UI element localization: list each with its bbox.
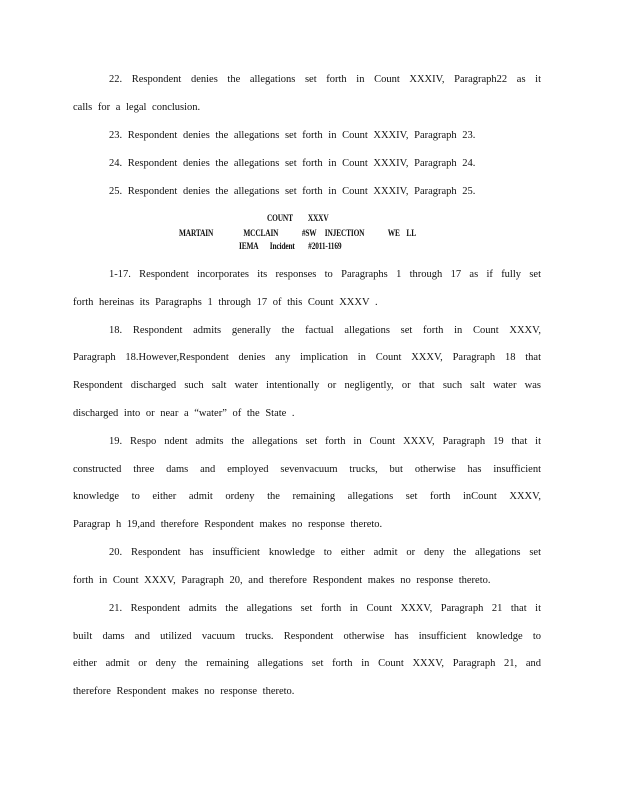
paragraph-19-line-3: knowledge to either admit ordeny the remaining allegations set forth inCount XXXV, [73,491,541,502]
paragraph-21-line-1: 21. Respondent admits the allegations set forth in Count XXXV, Paragraph 21 that it [109,603,541,614]
paragraph-23-line-1: 23. Respondent denies the allegations set forth in Count XXXIV, Paragraph 23. [109,130,476,141]
paragraph-22-line-1: 22. Respondent denies the allegations set forth in Count XXXIV, Paragraph22 as it [109,74,541,85]
paragraph-19-line-4: Paragrap h 19,and therefore Respondent makes no response thereto. [73,519,383,530]
paragraph-25-line-1: 25. Respondent denies the allegations set forth in Count XXXIV, Paragraph 25. [109,186,476,197]
paragraph-18-line-3: Respondent discharged such salt water intentionally or negligently, or that such salt water was [73,380,541,391]
paragraph-24-line-1: 24. Respondent denies the allegations set forth in Count XXXIV, Paragraph 24. [109,158,476,169]
paragraph-21-line-2: built dams and utilized vacuum trucks. Respondent otherwise has insufficient knowledge to [73,631,541,642]
count-heading: COUNT XXXV [267,213,329,223]
paragraph-21-line-4: therefore Respondent makes no response thereto. [73,686,295,697]
paragraph-1-17-line-1: 1-17. Respondent incorporates its responses to Paragraphs 1 through 17 as if fully set [109,269,541,280]
paragraph-20-line-1: 20. Respondent has insufficient knowledge to either admit or deny the allegations set [109,547,541,558]
paragraph-20-line-2: forth in Count XXXV, Paragraph 20, and therefore Respondent makes no response thereto. [73,575,491,586]
paragraph-19-line-1: 19. Respo ndent admits the allegations set forth in Count XXXV, Paragraph 19 that it [109,436,541,447]
paragraph-1-17-line-2: forth hereinas its Paragraphs 1 through 17 of this Count XXXV . [73,297,378,308]
paragraph-21-line-3: either admit or deny the remaining allegations set forth in Count XXXV, Paragraph 21, and [73,658,541,669]
paragraph-22-line-2: calls for a legal conclusion. [73,102,201,113]
incident-line: IEMA Incident #2011-1169 [239,241,342,251]
paragraph-18-line-1: 18. Respondent admits generally the factual allegations set forth in Count XXXV, [109,325,541,336]
paragraph-18-line-4: discharged into or near a “water” of the State . [73,408,295,419]
paragraph-18-line-2: Paragraph 18.However,Respondent denies any implication in Count XXXV, Paragraph 18 that [73,352,541,363]
count-subheading: MARTAIN MCCLAIN #SW INJECTION WE LL [179,228,416,238]
paragraph-19-line-2: constructed three dams and employed sevenvacuum trucks, but otherwise has insufficient [73,464,541,475]
